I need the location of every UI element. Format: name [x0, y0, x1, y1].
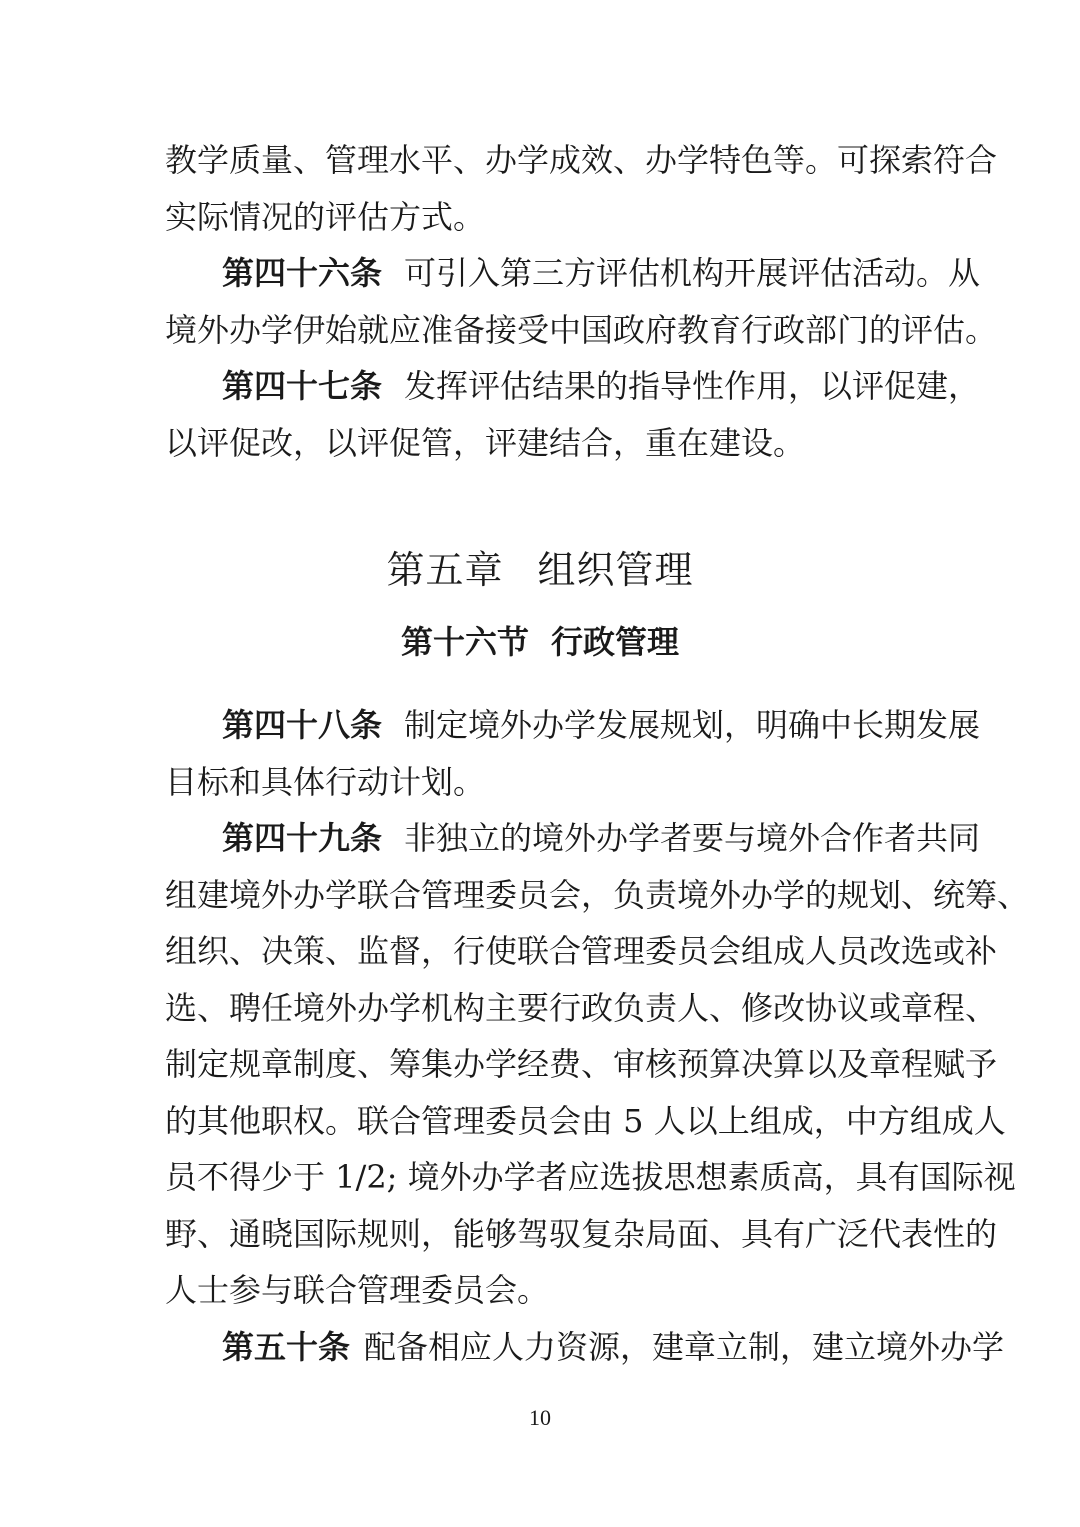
paragraph-line: 境外办学伊始就应准备接受中国政府教育行政部门的评估。 — [165, 311, 998, 349]
paragraph-line: 以评促改，以评促管，评建结合，重在建设。 — [165, 424, 806, 462]
paragraph-line: 人士参与联合管理委员会。 — [165, 1271, 550, 1309]
page-number: 10 — [529, 1405, 551, 1430]
paragraph-line: 员不得少于 1/2; 境外办学者应选拔思想素质高，具有国际视 — [165, 1158, 1016, 1196]
article-49-text: 非独立的境外办学者要与境外合作者共同 — [404, 819, 981, 857]
section-title: 行政管理 — [551, 623, 680, 661]
chapter-number: 第五章 — [386, 548, 504, 592]
paragraph-line: 组织、决策、监督，行使联合管理委员会组成人员改选或补 — [165, 932, 998, 970]
paragraph-line: 选、聘任境外办学机构主要行政负责人、修改协议或章程、 — [165, 989, 998, 1027]
article-47-line — [222, 366, 981, 406]
article-49-label: 第四十九条 — [222, 819, 383, 857]
article-47-label: 第四十七条 — [222, 367, 383, 405]
paragraph-line: 目标和具体行动计划。 — [165, 763, 486, 801]
article-50-line — [222, 1327, 1005, 1367]
paragraph-line: 实际情况的评估方式。 — [165, 198, 486, 236]
article-47-text: 发挥评估结果的指导性作用，以评促建， — [404, 367, 981, 405]
article-46-line — [222, 253, 981, 293]
section-heading — [0, 620, 1080, 664]
article-46-label: 第四十六条 — [222, 254, 383, 292]
article-48-label: 第四十八条 — [222, 706, 383, 744]
paragraph-line: 教学质量、管理水平、办学成效、办学特色等。可探索符合 — [165, 141, 998, 179]
chapter-heading — [0, 545, 1080, 595]
article-50-label: 第五十条 — [222, 1328, 351, 1366]
paragraph-line: 野、通晓国际规则，能够驾驭复杂局面、具有广泛代表性的 — [165, 1215, 998, 1253]
paragraph-line: 制定规章制度、筹集办学经费、审核预算决算以及章程赋予 — [165, 1045, 998, 1083]
chapter-title: 组织管理 — [537, 548, 694, 592]
article-48-line — [222, 705, 981, 745]
section-number: 第十六节 — [400, 623, 529, 661]
article-48-text: 制定境外办学发展规划，明确中长期发展 — [404, 706, 981, 744]
article-46-text: 可引入第三方评估机构开展评估活动。从 — [404, 254, 981, 292]
paragraph-line: 的其他职权。联合管理委员会由 5 人以上组成，中方组成人 — [165, 1102, 1006, 1140]
article-49-line — [222, 818, 981, 858]
paragraph-line: 组建境外办学联合管理委员会，负责境外办学的规划、统筹、 — [165, 876, 1030, 914]
article-50-text: 配备相应人力资源，建章立制，建立境外办学 — [364, 1328, 1005, 1366]
